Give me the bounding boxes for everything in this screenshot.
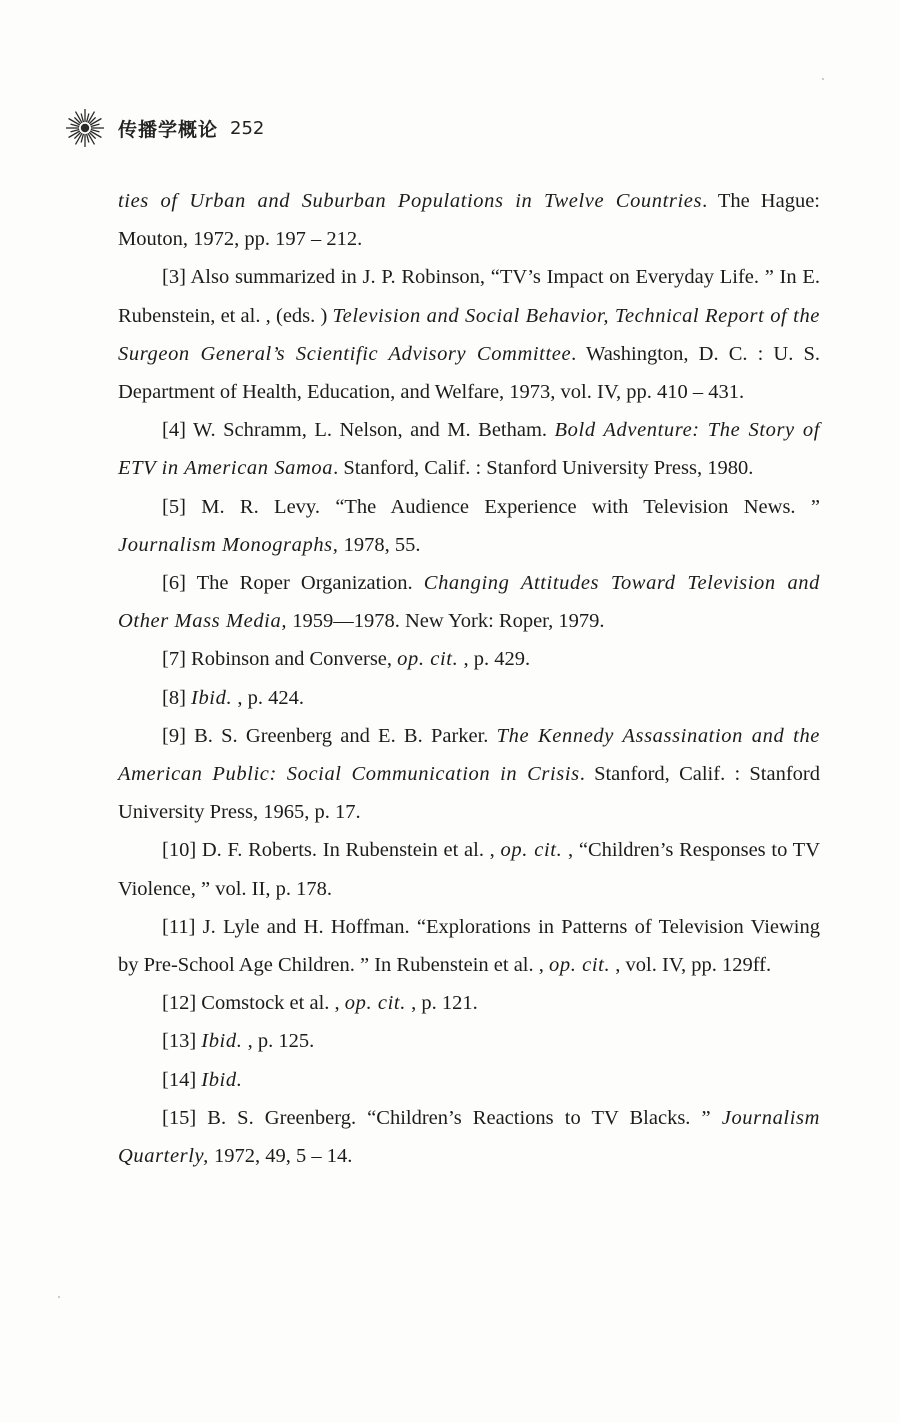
chrysanthemum-emblem-icon (64, 107, 106, 149)
endnote-text: . Washington, D. C. : U. S. Department of Health, Education, and Welfare, 1973, vol. IV, pp. 410 – 431. (118, 342, 820, 404)
endnote-text: , vol. IV, pp. 129ff. (610, 954, 772, 977)
endnote (118, 1061, 820, 1099)
endnote-text: [14] (162, 1068, 202, 1091)
endnote-text: [4] W. Schramm, L. Nelson, and M. Betham. (162, 419, 555, 442)
endnote-text: 1972, 49, 5 – 14. (208, 1145, 353, 1168)
endnote-text: [12] Comstock et al. , (162, 992, 345, 1015)
endnote-text: [7] Robinson and Converse, (162, 648, 398, 671)
endnote-text: , p. 424. (232, 686, 304, 709)
endnote (118, 984, 820, 1022)
endnote-title-italic: Ibid. (201, 1068, 243, 1091)
endnote-text: [13] (162, 1030, 202, 1053)
endnote-title-italic: op. cit. (500, 839, 563, 862)
endnote-title-italic: Television and Social Behavior, Technical Report of the Surgeon General’s Scientific Advisory Committee (118, 304, 820, 365)
page-number: 252 (230, 117, 265, 139)
endnote (118, 258, 820, 411)
endnote-text: . The Hague: Mouton, 1972, pp. 197 – 212. (118, 190, 821, 251)
endnotes-list (118, 182, 820, 1175)
endnote-title-italic: Bold Adventure: The Story of ETV in American Samoa (118, 419, 820, 480)
endnote (118, 411, 820, 487)
endnote-title-italic: Journalism Quarterly, (118, 1106, 820, 1168)
endnote-text: [10] D. F. Roberts. In Rubenstein et al. , (162, 839, 501, 862)
endnote-text: [6] The Roper Organization. (162, 572, 424, 595)
endnote (118, 640, 820, 678)
endnote-title-italic: The Kennedy Assassination and the American Public: Social Communication in Crisis (118, 724, 820, 786)
endnote (118, 717, 820, 832)
endnote-text: 1959—1978. New York: Roper, 1979. (287, 610, 605, 633)
endnote-text: , p. 429. (458, 648, 531, 671)
endnote-text: . Stanford, Calif. : Stanford University Press, 1980. (333, 457, 754, 480)
scan-speck (822, 78, 824, 80)
book-title: 传播学概论 (118, 118, 219, 141)
endnote-text: [8] (162, 686, 192, 709)
endnote-title-italic: ties of Urban and Suburban Populations in Twelve Countries (118, 190, 703, 212)
running-header (64, 106, 264, 150)
endnote-title-italic: Journalism Monographs, (118, 533, 339, 556)
endnote-text: [5] M. R. Levy. “The Audience Experience with Television News. ” (162, 495, 820, 518)
endnote-title-italic: op. cit. (344, 992, 406, 1015)
endnote-title-italic: Changing Attitudes Toward Television and Other Mass Media, (118, 572, 820, 633)
endnote (118, 488, 820, 564)
endnote-title-italic: Ibid. (191, 686, 233, 709)
endnote (118, 564, 820, 640)
endnote-continued (118, 182, 820, 258)
endnote-title-italic: op. cit. (549, 954, 611, 977)
endnote-title-italic: op. cit. (397, 648, 459, 671)
endnote-text: . Stanford, Calif. : Stanford University Press, 1965, p. 17. (118, 763, 821, 824)
endnote-text: , p. 121. (405, 992, 478, 1015)
endnote-text: [11] J. Lyle and H. Hoffman. “Explorations in Patterns of Television Viewing by Pre-School Age Children. ” In Rubenstein et al. , (118, 915, 820, 977)
scan-speck (58, 1296, 60, 1298)
endnote-text: 1978, 55. (338, 533, 421, 556)
endnote-text: [9] B. S. Greenberg and E. B. Parker. (162, 724, 497, 747)
endnote-text: , “Children’s Responses to TV Violence, ” vol. II, p. 178. (118, 839, 820, 900)
endnote (118, 908, 820, 984)
endnote (118, 1022, 820, 1060)
endnote-text: [15] B. S. Greenberg. “Children’s Reactions to TV Blacks. ” (162, 1106, 722, 1129)
endnote-title-italic: Ibid. (201, 1030, 243, 1053)
endnote-text: [3] Also summarized in J. P. Robinson, “TV’s Impact on Everyday Life. ” In E. Rubenstein, et al. , (eds. ) (118, 266, 820, 327)
endnote-text: , p. 125. (242, 1030, 315, 1053)
endnote (118, 1099, 820, 1175)
endnote (118, 831, 820, 907)
endnote (118, 679, 820, 717)
